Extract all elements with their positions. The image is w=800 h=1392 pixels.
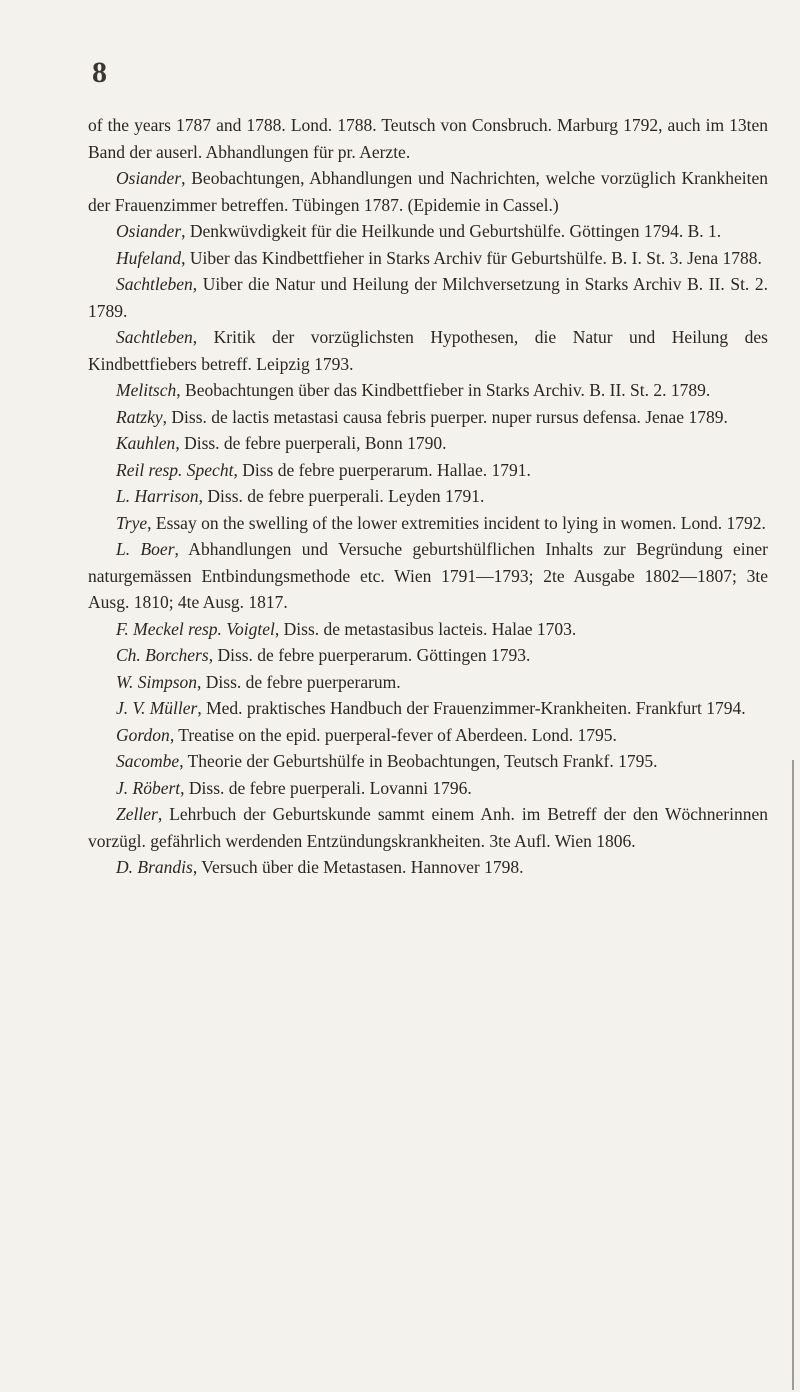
entry-text: , Beobachtungen über das Kindbettfieber in Starks Archiv. B. II. St. 2. 1789. [176,380,711,400]
bibliography-list [88,112,768,881]
bibliography-entry [88,775,768,802]
entry-author: Osiander [116,168,182,188]
entry-text: , Kritik der vorzüglichsten Hypothesen, die Natur und Heilung des Kindbettfiebers betreff. Leipzig 1793. [88,327,768,374]
bibliography-entry [88,642,768,669]
entry-text: , Beobachtungen, Abhandlungen und Nachrichten, welche vorzüglich Krankheiten der Frauenzimmer betreffen. Tübingen 1787. (Epidemie in Cassel.) [88,168,768,215]
entry-author: Melitsch [116,380,177,400]
bibliography-entry [88,218,768,245]
bibliography-entry [88,536,768,616]
entry-text: , Uiber die Natur und Heilung der Milchversetzung in Starks Archiv B. II. St. 2. 1789. [88,274,768,321]
entry-text: , Theorie der Geburtshülfe in Beobachtungen, Teutsch Frankf. 1795. [179,751,658,771]
entry-text: , Diss. de febre puerperali. Lovanni 1796. [180,777,472,798]
entry-author: Ch. Borchers [116,645,209,665]
bibliography-entry [88,616,768,643]
entry-author: L. Boer [116,539,175,559]
entry-text: , Abhandlungen und Versuche geburtshülflichen Inhalts zur Begründung einer naturgemässen Entbindungsmethode etc. Wien 1791—1793; 2te Ausgabe 1802—1807; 3te Ausg. 1810; 4te Ausg. 1817. [88,539,769,612]
entry-author: Ratzky [116,406,163,427]
page-edge-mark [792,760,794,1390]
entry-text: , Med. praktisches Handbuch der Frauenzimmer-Krankheiten. Frankfurt 1794. [197,698,746,718]
entry-text: , Essay on the swelling of the lower extremities incident to lying in women. Lond. 1792. [147,512,766,533]
entry-text: , Diss de febre puerperarum. Hallae. 1791. [233,459,531,480]
entry-author: Sacombe [116,751,180,771]
bibliography-entry [88,271,768,324]
bibliography-entry [88,510,768,537]
bibliography-entry [88,430,768,457]
entry-author: Zeller [116,804,158,824]
bibliography-entry [88,483,768,510]
entry-author: Reil resp. Specht [116,459,234,480]
entry-author: Sachtleben [116,327,193,347]
entry-author: Gordon [116,724,170,745]
entry-author: D. Brandis [116,857,193,877]
entry-author: W. Simpson [116,671,198,692]
page-number: 8 [92,56,107,89]
bibliography-entry [88,457,768,484]
bibliography-entry [88,801,768,854]
entry-author: Hufeland [116,247,182,268]
entry-text: , Treatise on the epid. puerperal-fever of Aberdeen. Lond. 1795. [169,724,617,745]
bibliography-entry [88,695,768,722]
entry-author: Kauhlen [116,433,176,453]
bibliography-entry [88,854,768,881]
entry-text: , Diss. de febre puerperarum. [197,671,401,692]
entry-text: , Versuch über die Metastasen. Hannover 1798. [192,857,524,877]
bibliography-entry [88,245,768,272]
bibliography-entry [88,404,768,431]
entry-text: , Diss. de febre puerperarum. Göttingen 1793. [208,645,531,665]
entry-text: , Diss. de lactis metastasi causa febris puerper. nuper rursus defensa. Jenae 1789. [162,406,728,427]
entry-author: Trye [116,512,148,533]
entry-text: of the years 1787 and 1788. Lond. 1788. Teutsch von Consbruch. Marburg 1792, auch im 13ten Band der auserl. Abhandlungen für pr. Aerzte. [88,115,768,162]
entry-text: , Denkwüvdigkeit für die Heilkunde und Geburtshülfe. Göttingen 1794. B. 1. [181,221,722,241]
bibliography-entry [88,165,768,218]
entry-author: J. Röbert [116,777,181,798]
bibliography-entry [88,748,768,775]
entry-text: , Diss. de febre puerperali, Bonn 1790. [175,433,447,453]
entry-author: Osiander [116,221,182,241]
entry-text: , Diss. de metastasibus lacteis. Halae 1703. [274,618,577,639]
bibliography-entry [88,112,768,165]
entry-text: , Uiber das Kindbettfieher in Starks Archiv für Geburtshülfe. B. I. St. 3. Jena 1788. [181,247,762,268]
entry-author: F. Meckel resp. Voigtel [116,618,275,639]
entry-author: L. Harrison [116,486,199,506]
bibliography-entry [88,722,768,749]
bibliography-entry [88,324,768,377]
entry-text: , Diss. de febre puerperali. Leyden 1791. [198,486,485,506]
bibliography-entry [88,377,768,404]
entry-author: J. V. Müller [116,698,198,718]
entry-text: , Lehrbuch der Geburtskunde sammt einem Anh. im Betreff der den Wöchnerinnen vorzügl. gefährlich werdenden Entzündungskrankheiten. 3te Aufl. Wien 1806. [88,804,768,851]
bibliography-entry [88,669,768,696]
entry-author: Sachtleben [116,274,193,294]
